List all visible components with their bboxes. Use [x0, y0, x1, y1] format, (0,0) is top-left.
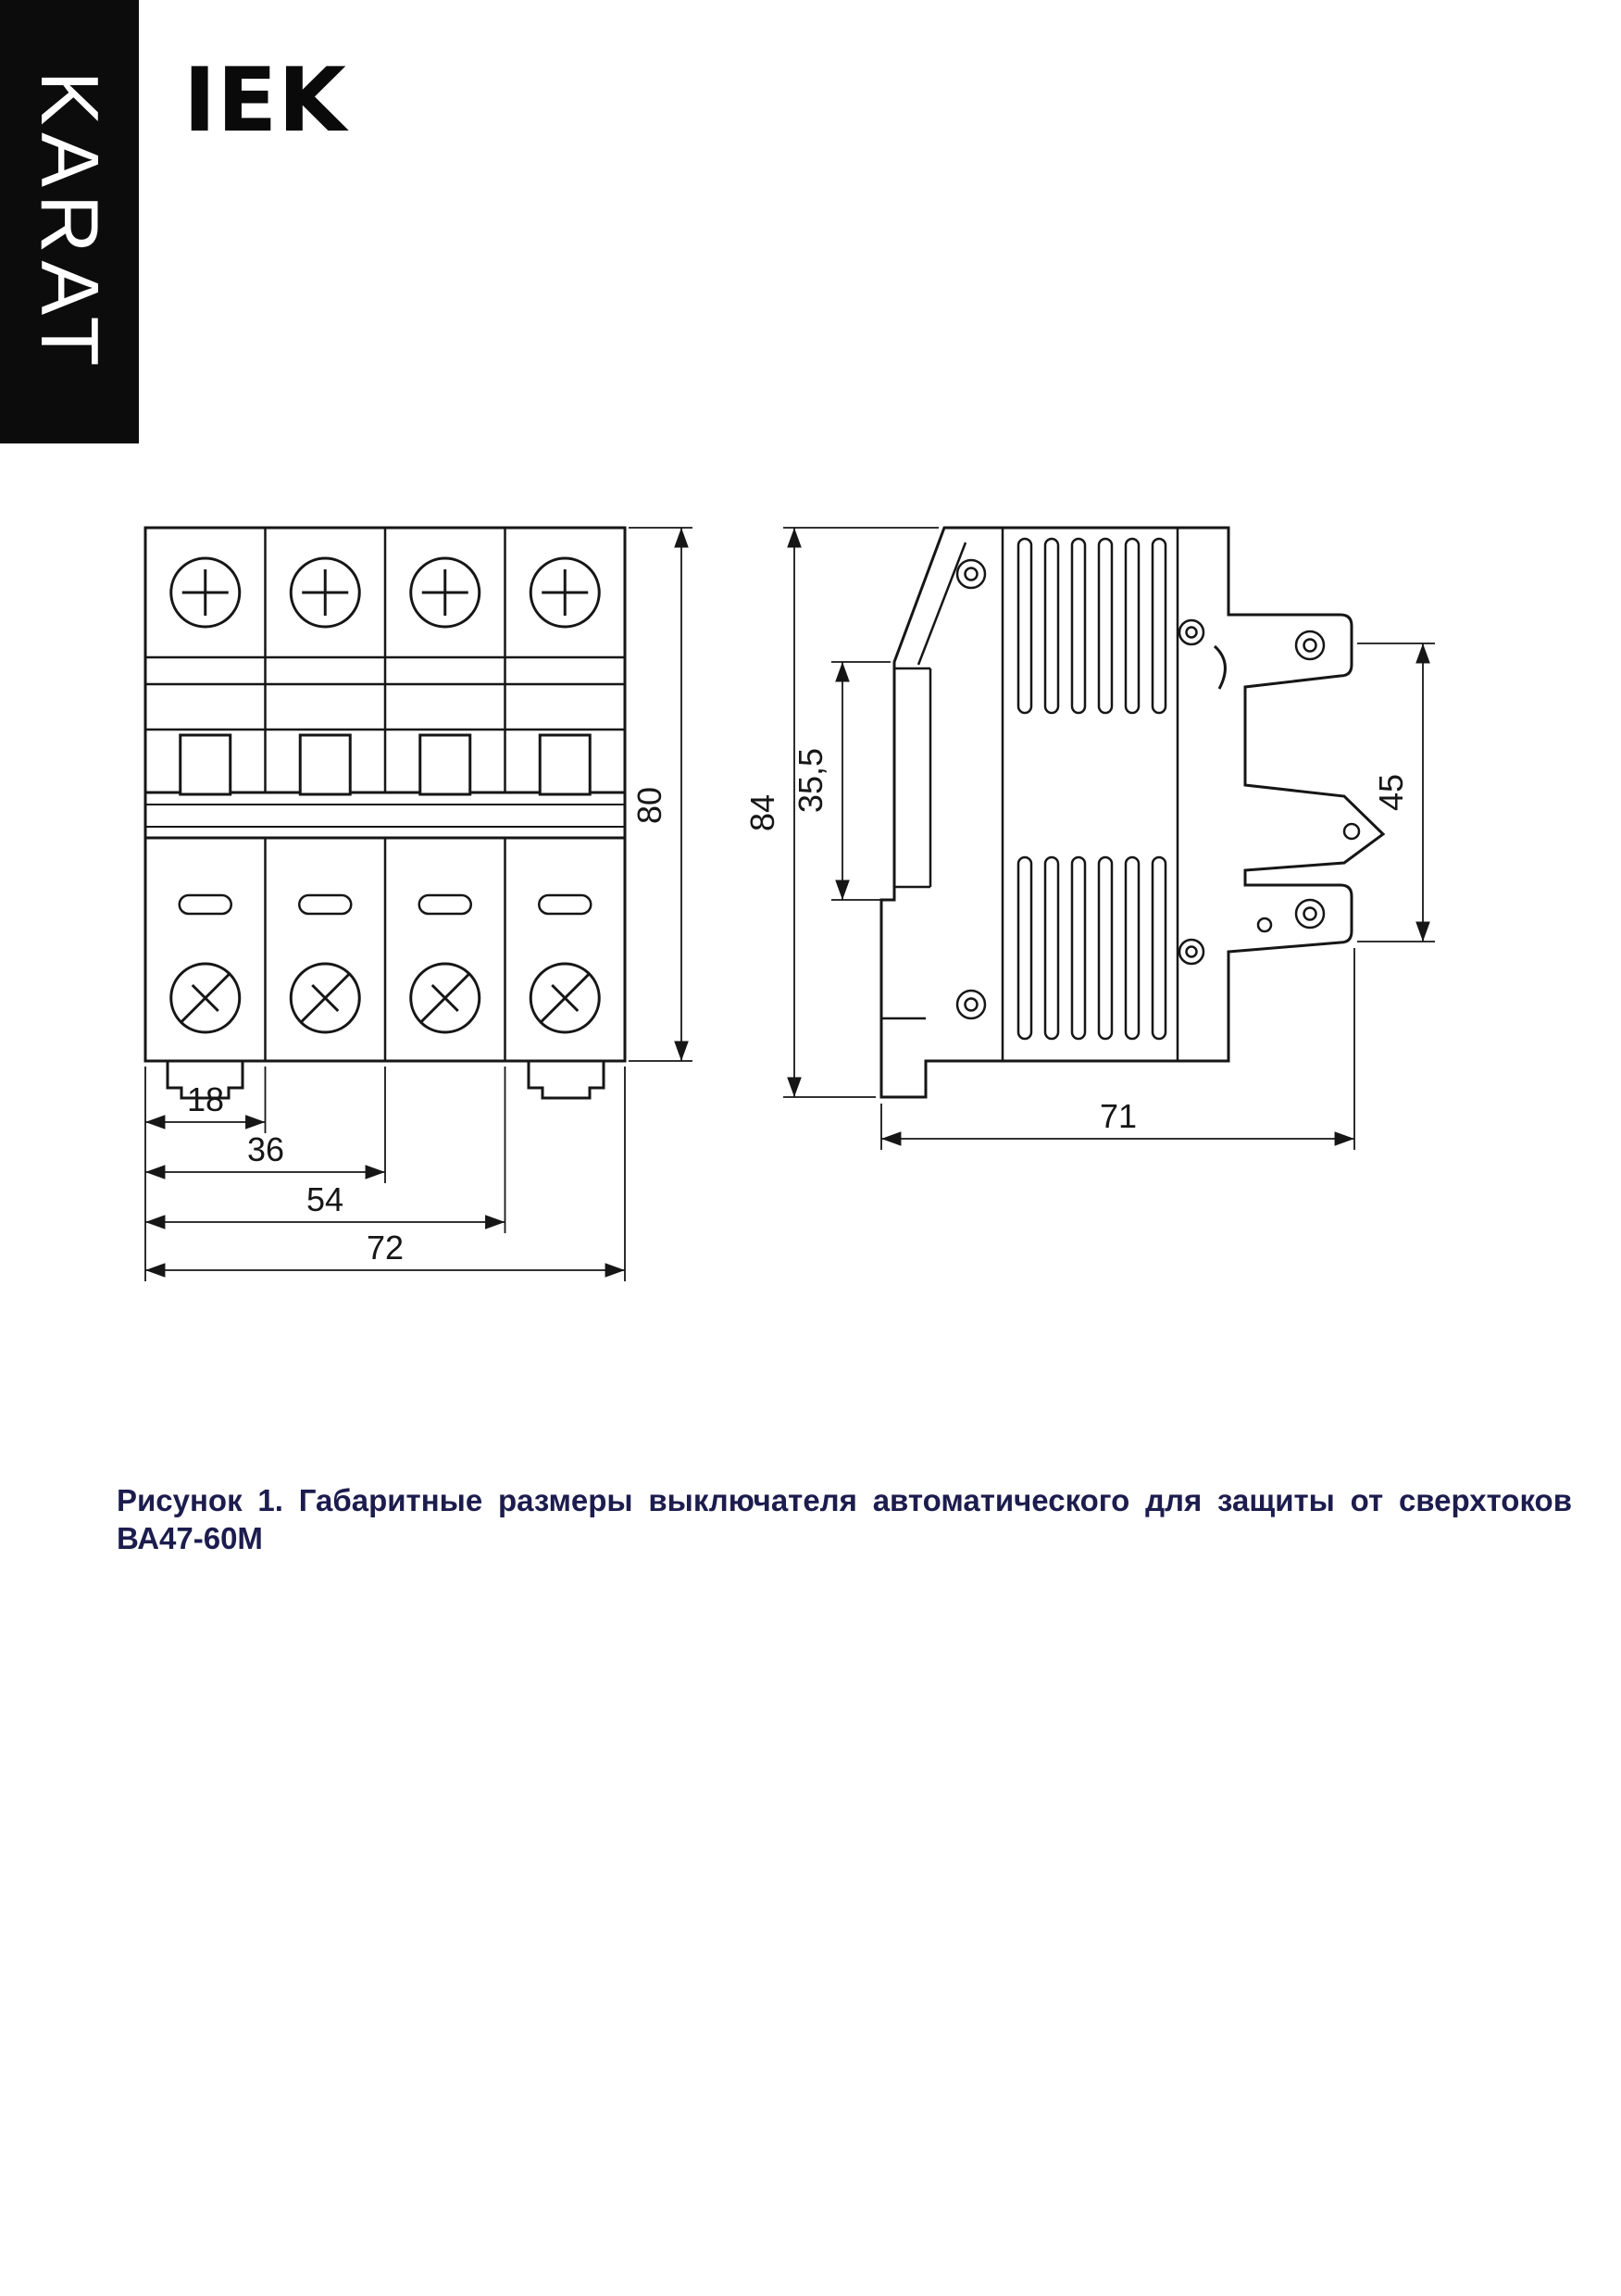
front-view: [145, 528, 625, 1098]
karat-brand-text: KARAT: [24, 70, 116, 373]
iek-logo: IEK: [183, 50, 347, 152]
front-dim-height-label: 80: [630, 786, 668, 825]
side-dim-height-label: 84: [743, 793, 781, 832]
side-view: [881, 528, 1383, 1097]
side-dim-depth-label: 71: [1099, 1097, 1138, 1135]
side-inner-lines: [881, 528, 1178, 1061]
side-curved-slot: [1215, 646, 1225, 689]
front-dim-18-label: 18: [186, 1080, 225, 1118]
front-dim-72-label: 72: [366, 1229, 405, 1267]
side-body-outline: [881, 528, 1383, 1097]
figure-caption: Рисунок 1. Габаритные размеры выключателя автоматического для защиты от сверхтоков ВА47-60М: [117, 1483, 1572, 1556]
front-dim-54-label: 54: [305, 1180, 344, 1218]
side-vent-slots-top: [1018, 539, 1166, 713]
side-dim-45-label: 45: [1372, 773, 1410, 812]
front-toggle-bar: [145, 792, 625, 838]
side-vent-slots-bottom: [1018, 857, 1166, 1039]
side-dim-rail-label: 35,5: [792, 747, 829, 814]
side-toggle-pivot: [1344, 824, 1359, 839]
front-dim-36-label: 36: [246, 1130, 285, 1168]
